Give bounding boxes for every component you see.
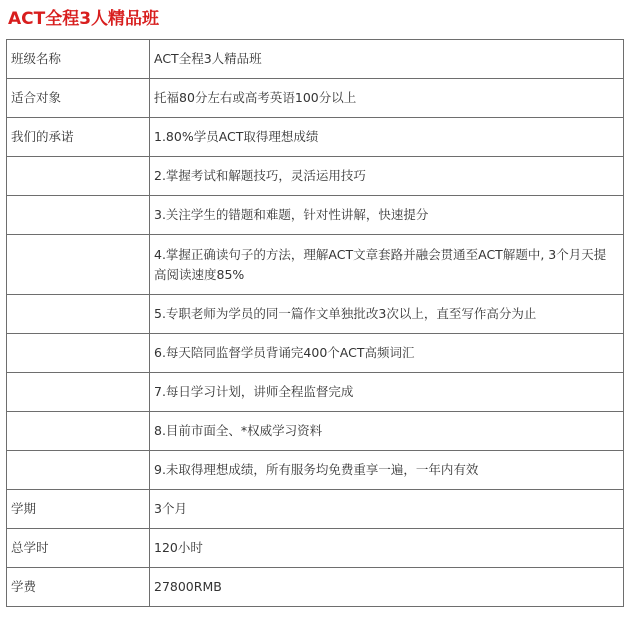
fee-value: 27800RMB: [150, 568, 624, 607]
promise-item-3: 3.关注学生的错题和难题，针对性讲解，快速提分: [150, 196, 624, 235]
table-row-promise-3: [7, 196, 624, 235]
promise-item-1: 1.80%学员ACT取得理想成绩: [150, 118, 624, 157]
table-row-promise-8: [7, 412, 624, 451]
table-row-term: [7, 490, 624, 529]
empty-label-cell: [7, 235, 150, 295]
fee-label: 学费: [7, 568, 150, 607]
page-title: ACT全程3人精品班: [8, 9, 160, 29]
course-info-table: [6, 39, 624, 607]
empty-label-cell: [7, 196, 150, 235]
promise-item-7: 7.每日学习计划，讲师全程监督完成: [150, 373, 624, 412]
empty-label-cell: [7, 451, 150, 490]
table-row-fee: [7, 568, 624, 607]
empty-label-cell: [7, 157, 150, 196]
promise-item-2: 2.掌握考试和解题技巧，灵活运用技巧: [150, 157, 624, 196]
promise-item-6: 6.每天陪同监督学员背诵完400个ACT高频词汇: [150, 334, 624, 373]
table-row-promise-9: [7, 451, 624, 490]
table-row-hours: [7, 529, 624, 568]
promises-label: 我们的承诺: [7, 118, 150, 157]
table-row-promise-5: [7, 295, 624, 334]
table-row-promise-4: [7, 235, 624, 295]
promise-item-4: 4.掌握正确读句子的方法，理解ACT文章套路并融会贯通至ACT解题中, 3个月天提高阅读速度85%: [150, 235, 624, 295]
empty-label-cell: [7, 334, 150, 373]
hours-value: 120小时: [150, 529, 624, 568]
promise-item-8: 8.目前市面全、*权威学习资料: [150, 412, 624, 451]
empty-label-cell: [7, 412, 150, 451]
class-name-value: ACT全程3人精品班: [150, 40, 624, 79]
table-row-class-name: [7, 40, 624, 79]
audience-label: 适合对象: [7, 79, 150, 118]
table-row-promise-6: [7, 334, 624, 373]
table-row-audience: [7, 79, 624, 118]
hours-label: 总学时: [7, 529, 150, 568]
promise-item-5: 5.专职老师为学员的同一篇作文单独批改3次以上，直至写作高分为止: [150, 295, 624, 334]
empty-label-cell: [7, 295, 150, 334]
term-label: 学期: [7, 490, 150, 529]
audience-value: 托福80分左右或高考英语100分以上: [150, 79, 624, 118]
promise-item-9: 9.未取得理想成绩，所有服务均免费重享一遍，一年内有效: [150, 451, 624, 490]
term-value: 3个月: [150, 490, 624, 529]
class-name-label: 班级名称: [7, 40, 150, 79]
table-row-promise-2: [7, 157, 624, 196]
table-row-promise-7: [7, 373, 624, 412]
table-row-promise-1: [7, 118, 624, 157]
empty-label-cell: [7, 373, 150, 412]
